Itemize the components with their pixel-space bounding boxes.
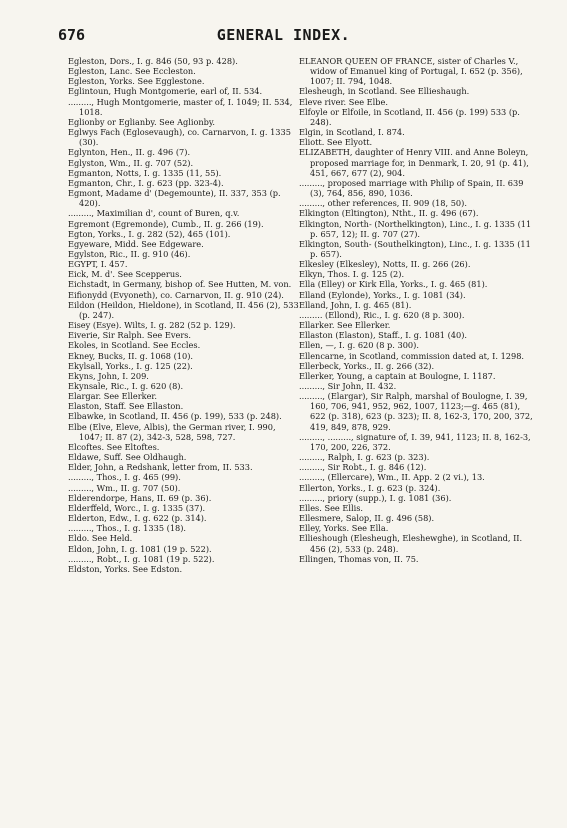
index-entry: Elland (Eylonde), Yorks., I. g. 1081 (34). — [299, 289, 466, 300]
index-entry: ........., Sir Robt., I. g. 846 (12). — [299, 462, 427, 473]
index-entry: ........., Ralph, I. g. 623 (p. 323). — [299, 452, 430, 463]
index-entry: Ellaston (Elaston), Staff., I. g. 1081 (40). — [299, 330, 468, 341]
index-entry: Ellingen, Thomas von, II. 75. — [299, 553, 419, 564]
index-entry: ........., proposed marriage with Philip of Spain, II. 639 (3), 764, 856, 890, 1036. — [299, 177, 524, 199]
index-entry: Ellesmere, Salop, II. g. 496 (58). — [299, 513, 435, 524]
index-entry: Ekyns, John, I. 209. — [68, 370, 149, 381]
index-entry: Eglionby or Eglianby. See Aglionby. — [68, 116, 216, 127]
index-entry: Eick, M. d'. See Scepperus. — [68, 269, 182, 280]
index-entry: Ekoles, in Scotland. See Eccles. — [68, 340, 201, 351]
index-entry: Egmont, Madame d' (Degemounte), II. 337, 353 (p. 420). — [68, 188, 281, 209]
index-entry: Egleston, Lanc. See Eccleston. — [68, 66, 196, 77]
index-entry: Eglynton, Hen., II. g. 496 (7). — [68, 147, 191, 158]
index-entry: Elder, John, a Redshank, letter from, II. 533. — [68, 462, 253, 473]
index-entry: Elkyn, Thos. I. g. 125 (2). — [299, 269, 405, 280]
index-entry: Elderffeld, Worc., I. g. 1335 (37). — [68, 502, 206, 513]
index-entry: Ellen, —, I. g. 620 (8 p. 300). — [299, 340, 419, 351]
index-entry: Elgin, in Scotland, I. 874. — [299, 127, 405, 138]
index-entry: ........., Sir John, II. 432. — [299, 381, 397, 391]
index-entry: Eiverie, Sir Ralph. See Evers. — [68, 330, 192, 341]
index-entry: Ellerker, Young, a captain at Boulogne, I. 1187. — [299, 370, 496, 381]
index-entry: ........., other references, II. 909 (18, 50). — [299, 198, 467, 209]
index-entry: Ekynsale, Ric., I. g. 620 (8). — [68, 381, 184, 391]
index-entry: ........., Maximilian d', count of Buren, q.v. — [68, 208, 240, 219]
index-entry: Ellencarne, in Scotland, commission dated at, I. 1298. — [299, 350, 525, 361]
index-entry: Eldston, Yorks. See Edston. — [68, 563, 183, 574]
index-entry: ........., Thos., I. g. 465 (99). — [68, 472, 181, 483]
index-entry: Elland, John, I. g. 465 (81). — [299, 299, 412, 310]
index-entry: Elles. See Ellis. — [299, 502, 364, 513]
index-entry: Elfoyle or Elfoile, in Scotland, II. 456 (p. 199) 533 (p. 248). — [299, 106, 520, 127]
index-entry: ........., (Elargar), Sir Ralph, marshal of Boulogne, I. 39, 160, 706, 941, 952, 962, 1007, 1123;—g. 465 (81), 622 (p. 318), 623 (p. 323); II. 8, 162-3, 170, 200, 372, 419, 849, 878, 929. — [299, 391, 533, 432]
index-entry: EGYPT, I. 457. — [68, 259, 128, 270]
index-entry: Eisey (Esye). Wilts, I. g. 282 (52 p. 129). — [68, 320, 236, 331]
index-entry: Elbawke, in Scotland, II. 456 (p. 199), 533 (p. 248). — [68, 411, 282, 422]
index-entry: Egylston, Ric., II. g. 910 (46). — [68, 248, 191, 259]
index-entry: ........., ........., signature of, I. 39, 941, 1123; II. 8, 162-3, 170, 200, 226, 372. — [299, 431, 531, 452]
index-entry: ........., Thos., I. g. 1335 (18). — [68, 523, 187, 534]
index-entry: Egremont (Egremonde), Cumb., II. g. 266 (19). — [68, 218, 264, 229]
index-entry: Elkington, South- (Southelkington), Linc., I. g. 1335 (11 p. 657). — [299, 238, 531, 259]
index-entry: Ella (Elley) or Kirk Ella, Yorks., I. g. 465 (81). — [299, 279, 488, 290]
index-column-left — [68, 56, 299, 574]
index-entry: Ellerton, Yorks., I. g. 623 (p. 324). — [299, 482, 441, 493]
index-entry: Eglyston, Wm., II. g. 707 (52). — [68, 157, 194, 168]
index-entry: Elkington, North- (Northelkington), Linc., I. g. 1335 (11 p. 657, 12); II. g. 707 (27). — [299, 218, 532, 239]
index-entry: Elderton, Edw., I. g. 622 (p. 314). — [68, 513, 207, 524]
index-entry: Egmanton, Notts, I. g. 1335 (11, 55). — [68, 167, 222, 178]
index-entry: Eldawe, Suff. See Oldhaugh. — [68, 452, 187, 463]
index-entry: Elley, Yorks. See Ella. — [299, 523, 389, 534]
index-entry: Elargar. See Ellerker. — [68, 391, 158, 402]
index-column-right — [299, 56, 537, 564]
index-entry: Elkington (Eltington), Ntht., II. g. 496 (67). — [299, 208, 479, 219]
index-entry: Egleston, Dors., I. g. 846 (50, 93 p. 428). — [68, 56, 238, 66]
index-entry: Egyeware, Midd. See Edgeware. — [68, 238, 204, 249]
index-entry: Ellerbeck, Yorks., II. g. 266 (32). — [299, 360, 435, 371]
index-entry: Eldo. See Held. — [68, 533, 133, 544]
index-entry: Eifionydd (Evyoneth), co. Carnarvon, II. g. 910 (24). — [68, 289, 284, 300]
index-entry: ELEANOR QUEEN OF FRANCE, sister of Charles V., widow of Emanuel king of Portugal, I. 652 (p. 356), 1007; II. 794, 1048. — [299, 56, 523, 87]
index-entry: Elkesley (Elkesley), Notts, II. g. 266 (26). — [299, 259, 471, 270]
index-entry: Egmanton, Chr., I. g. 623 (pp. 323-4). — [68, 177, 224, 188]
index-entry: Ekney, Bucks, II. g. 1068 (10). — [68, 350, 194, 361]
index-entry: Egton, Yorks., I. g. 282 (52), 465 (101). — [68, 228, 231, 239]
page-title: GENERAL INDEX. — [216, 26, 351, 44]
index-entry: Elaston, Staff. See Ellaston. — [68, 401, 184, 412]
page-number: 676 — [58, 26, 86, 44]
index-entry: Eliott. See Elyott. — [299, 137, 373, 148]
index-entry: ELIZABETH, daughter of Henry VIII. and Anne Boleyn, proposed marriage for, in Denmark, I. 20, 91 (p. 41), 451, 667, 677 (2), 904. — [299, 147, 529, 178]
index-entry: Elderendorpe, Hans, II. 69 (p. 36). — [68, 492, 212, 503]
index-entry: Elbe (Elve, Eleve, Albis), the German river, I. 990, 1047; II. 87 (2), 342-3, 528, 598, 727. — [68, 421, 276, 442]
index-entry: ........., (Ellercare), Wm., II. App. 2 (2 vi.), 13. — [299, 472, 485, 483]
index-entry: Eglintoun, Hugh Montgomerie, earl of, II. 534. — [68, 86, 263, 97]
index-entry: Egleston, Yorks. See Egglestone. — [68, 76, 205, 87]
index-entry: Eildon (Heildon, Hieldone), in Scotland, II. 456 (2), 533 (p. 247). — [68, 299, 299, 320]
index-entry: Eldon, John, I. g. 1081 (19 p. 522). — [68, 543, 212, 554]
index-entry: Ekylsall, Yorks., I. g. 125 (22). — [68, 360, 193, 371]
index-entry: ........., Hugh Montgomerie, master of, I. 1049; II. 534, 1018. — [68, 96, 293, 117]
index-entry: ........., priory (supp.), I. g. 1081 (36). — [299, 492, 452, 503]
index-entry: Elesheugh, in Scotland. See Ellieshaugh. — [299, 86, 470, 97]
index-entry: ........., Wm., II. g. 707 (50). — [68, 482, 181, 493]
index-entry: ........., Robt., I. g. 1081 (19 p. 522). — [68, 553, 215, 564]
page-header — [0, 26, 567, 50]
index-entry: ......... (Ellond), Ric., I. g. 620 (8 p. 300). — [299, 309, 465, 320]
index-entry: Eglwys Fach (Eglosevaugh), co. Carnarvon, I. g. 1335 (30). — [68, 127, 291, 148]
index-entry: Eichstadt, in Germany, bishop of. See Hutten, M. von. — [68, 279, 292, 290]
index-entry: Eleve river. See Elbe. — [299, 96, 388, 107]
index-entry: Ellarker. See Ellerker. — [299, 320, 391, 331]
index-entry: Elcoftes. See Eltoftes. — [68, 441, 160, 452]
index-entry: Ellieshough (Elesheugh, Eleshewghe), in Scotland, II. 456 (2), 533 (p. 248). — [299, 533, 523, 554]
